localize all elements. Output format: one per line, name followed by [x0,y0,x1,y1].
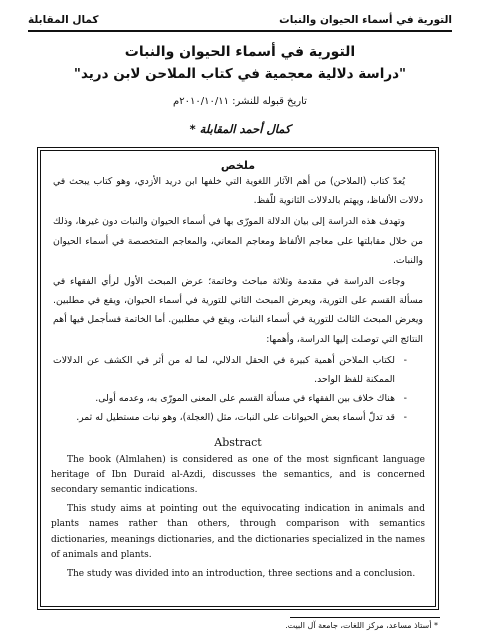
arabic-abstract-heading: ملخص [220,159,256,172]
running-header [28,10,452,30]
running-title: التورية في أسماء الحيوان والنبات [279,14,452,26]
english-paragraph: The study was divided into an introduction, three sections and a conclusion. [67,569,416,580]
results-list [53,351,423,428]
article-subtitle: "دراسة دلالية معجمية في كتاب الملاحن لابن دريد" [73,66,407,82]
abstract-frame [37,147,439,610]
article-title: التورية في أسماء الحيوان والنبات [124,44,356,60]
arabic-abstract [41,172,435,428]
arabic-paragraph: وتهدف هذه الدراسة إلى بيان الدلالة المورّى بها في أسماء الحيوان والنبات دون غيرها، وذلك من خلال مقابلتها على معاجم الألفاظ ومعاجم المعاني، والمعاجم المتخصصة في أسماء الحيوان والنبات. [53,216,423,266]
english-abstract [41,453,435,583]
result-item: - لكتاب الملاحن أهمية كبيرة في الحقل الدلالي، لما له من أثر في الكشف عن الدلالات الممكنة للفظ الواحد. [53,351,407,389]
english-abstract-heading: Abstract [214,435,262,449]
footnote-rule [290,617,440,618]
author-name: كمال أحمد المقابلة * [189,122,291,136]
running-author: كمال المقابلة [28,14,99,26]
result-item: - هناك خلاف بين الفقهاء في مسألة القسم على المعنى المورّى به، وعدمه أولى. [53,389,407,408]
footnote-text: أستاذ مساعد، مركز اللغات، جامعة آل البيت. [285,621,432,630]
english-paragraph: The book (Almlahen) is considered as one of the most signficant language heritage of Ibn Duraid al-Azdi, discusses the semantics, and is concerned secondary semantic indications. [51,454,425,496]
english-paragraph: This study aims at pointing out the equivocating indication in animals and plants names rather than others, through comparison with semantics dictionaries, meanings dictionaries, and the dictionaries specialized in the names of animals and plants. [51,504,425,560]
arabic-paragraph: وجاءت الدراسة في مقدمة وثلاثة مباحث وخاتمة؛ عرض المبحث الأول لرأي الفقهاء في مسألة القسم على التورية، ويعرض المبحث الثاني للتورية في أسماء الحيوان، ويقع في مطلبين. ويعرض المبحث الثالث للتورية في أسماء النبات، ويقع في مطلبين. أما الخاتمة فسأجمل فيها أهم النتائج التي توصلت إليها الدراسة، وأهمها: [53,276,423,345]
arabic-paragraph: يُعدّ كتاب (الملاحن) من أهم الآثار اللغوية التي خلفها ابن دريد الأزدي، وهو كتاب يبحث في دلالات الألفاظ، ويهتم بالدلالات الثانوية للّفظ. [53,176,423,207]
header-rule [28,30,452,32]
acceptance-date: تاريخ قبوله للنشر: ٢٠١٠/١٠/١١م [173,96,307,107]
footnote-marker: * [434,621,438,630]
footnote [285,621,438,630]
result-item: - قد تدلّ أسماء بعض الحيوانات على النبات، مثل (العجلة)، وهو نبات مستطيل له ثمر. [53,408,407,427]
